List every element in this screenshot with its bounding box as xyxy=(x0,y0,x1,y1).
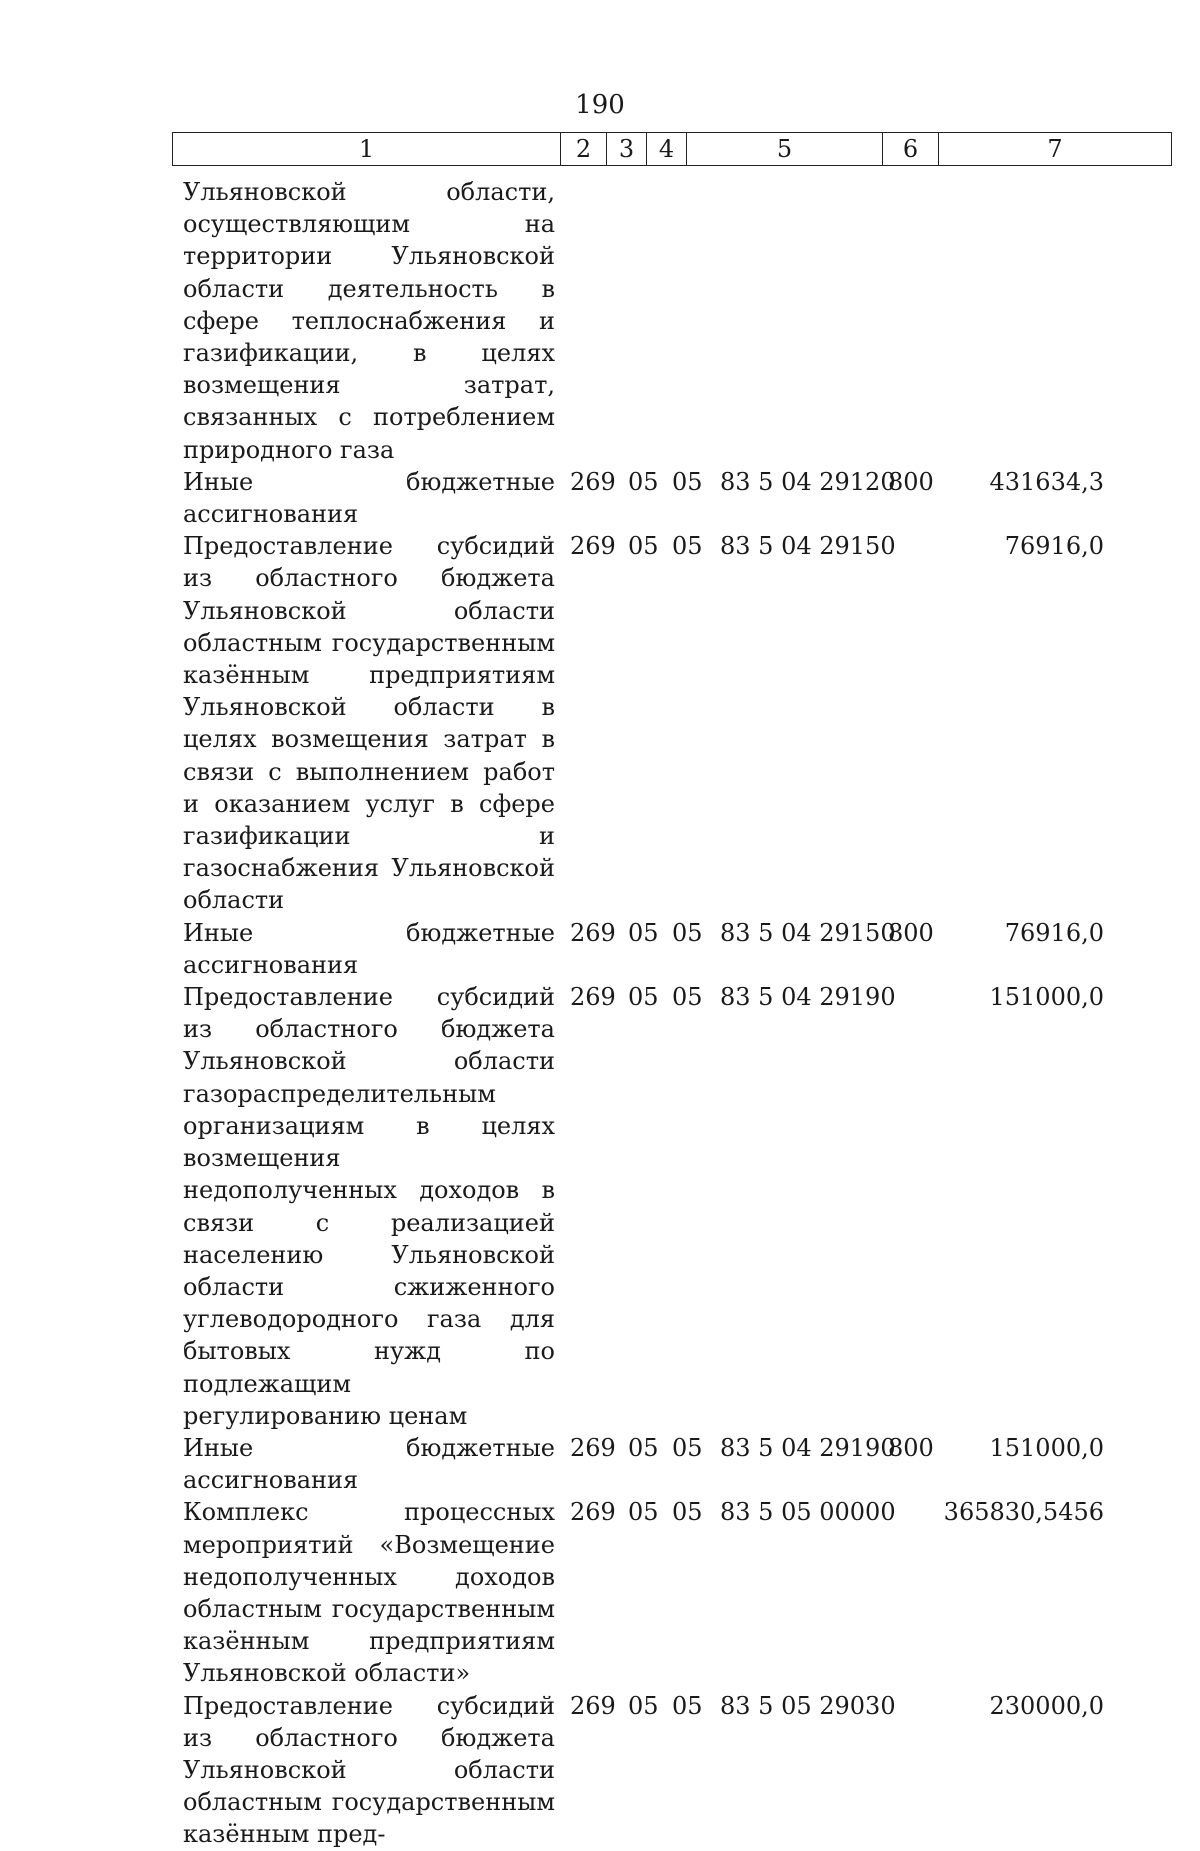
code-col-5: 83 5 04 29190 xyxy=(720,983,896,1012)
code-col-4: 05 xyxy=(672,983,703,1012)
row-amount: 230000,0 xyxy=(989,1691,1104,1720)
code-col-4: 05 xyxy=(672,467,703,496)
page-number: 190 xyxy=(575,90,625,120)
header-col-5: 5 xyxy=(687,133,883,165)
header-col-4: 4 xyxy=(647,133,687,165)
code-col-2: 269 xyxy=(570,1498,616,1527)
row-description: Предоставление субсидий из областного бюджета Ульяновской области областным государственным казённым пред- xyxy=(183,1691,555,1849)
code-col-5: 83 5 04 29120 xyxy=(720,467,896,496)
row-amount: 76916,0 xyxy=(1004,532,1104,561)
code-col-5: 83 5 04 29190 xyxy=(720,1433,896,1462)
row-amount: 431634,3 xyxy=(989,467,1104,496)
row-description: Предоставление субсидий из областного бюджета Ульяновской области областным государственным казённым предприятиям Ульяновской области в целях возмещения затрат в связи с выполнением работ и оказанием услуг в сфере газификации и газоснабжения Ульяновской области xyxy=(183,532,555,915)
header-col-1: 1 xyxy=(173,133,561,165)
code-col-2: 269 xyxy=(570,467,616,496)
table-row xyxy=(0,176,1200,466)
row-description: Иные бюджетные ассигнования xyxy=(183,1433,555,1495)
row-amount: 151000,0 xyxy=(989,983,1104,1012)
row-amount: 365830,5456 xyxy=(943,1498,1104,1527)
header-col-6: 6 xyxy=(883,133,939,165)
code-col-3: 05 xyxy=(628,1691,659,1720)
table-row xyxy=(0,1496,1200,1689)
code-col-3: 05 xyxy=(628,467,659,496)
code-col-3: 05 xyxy=(628,1433,659,1462)
code-col-2: 269 xyxy=(570,532,616,561)
row-description: Иные бюджетные ассигнования xyxy=(183,918,555,979)
code-col-3: 05 xyxy=(628,983,659,1012)
table-header xyxy=(172,132,1172,166)
code-col-5: 83 5 05 00000 xyxy=(720,1498,896,1527)
header-col-3: 3 xyxy=(607,133,647,165)
code-col-6: 800 xyxy=(888,467,934,496)
code-col-4: 05 xyxy=(672,918,703,947)
row-description: Ульяновской области, осуществляющим на территории Ульяновской области деятельность в сфере теплоснабжения и газификации, в целях возмещения затрат, связанных с потреблением природного газа xyxy=(183,178,555,464)
table-row xyxy=(0,466,1200,530)
code-col-6: 800 xyxy=(888,1433,934,1462)
code-col-2: 269 xyxy=(570,918,616,947)
row-description: Комплекс процессных мероприятий «Возмещение недополученных доходов областным государственным казённым предприятиям Ульяновской области» xyxy=(183,1498,555,1688)
table-row xyxy=(0,981,1200,1432)
code-col-5: 83 5 04 29150 xyxy=(720,532,896,561)
table-body xyxy=(0,176,1200,1851)
code-col-4: 05 xyxy=(672,1498,703,1527)
code-col-2: 269 xyxy=(570,983,616,1012)
code-col-5: 83 5 04 29150 xyxy=(720,918,896,947)
table-row xyxy=(0,917,1200,981)
code-col-3: 05 xyxy=(628,918,659,947)
header-col-7: 7 xyxy=(1047,135,1063,163)
code-col-4: 05 xyxy=(672,532,703,561)
row-description: Иные бюджетные ассигнования xyxy=(183,467,555,529)
code-col-2: 269 xyxy=(570,1433,616,1462)
code-col-4: 05 xyxy=(672,1691,703,1720)
row-amount: 151000,0 xyxy=(989,1433,1104,1462)
row-amount: 76916,0 xyxy=(1004,918,1104,947)
code-col-3: 05 xyxy=(628,532,659,561)
table-row xyxy=(0,530,1200,916)
header-col-2: 2 xyxy=(561,133,607,165)
code-col-2: 269 xyxy=(570,1691,616,1720)
code-col-6: 800 xyxy=(888,918,934,947)
table-row xyxy=(0,1690,1200,1851)
table-row xyxy=(0,1432,1200,1496)
code-col-4: 05 xyxy=(672,1433,703,1462)
code-col-3: 05 xyxy=(628,1498,659,1527)
code-col-5: 83 5 05 29030 xyxy=(720,1691,896,1720)
row-description: Предоставление субсидий из областного бюджета Ульяновской области газораспределительным организациям в целях возмещения недополученных доходов в связи с реализацией населению Ульяновской области сжиженного углеводородного газа для бытовых нужд по подлежащим регулированию ценам xyxy=(183,983,555,1430)
